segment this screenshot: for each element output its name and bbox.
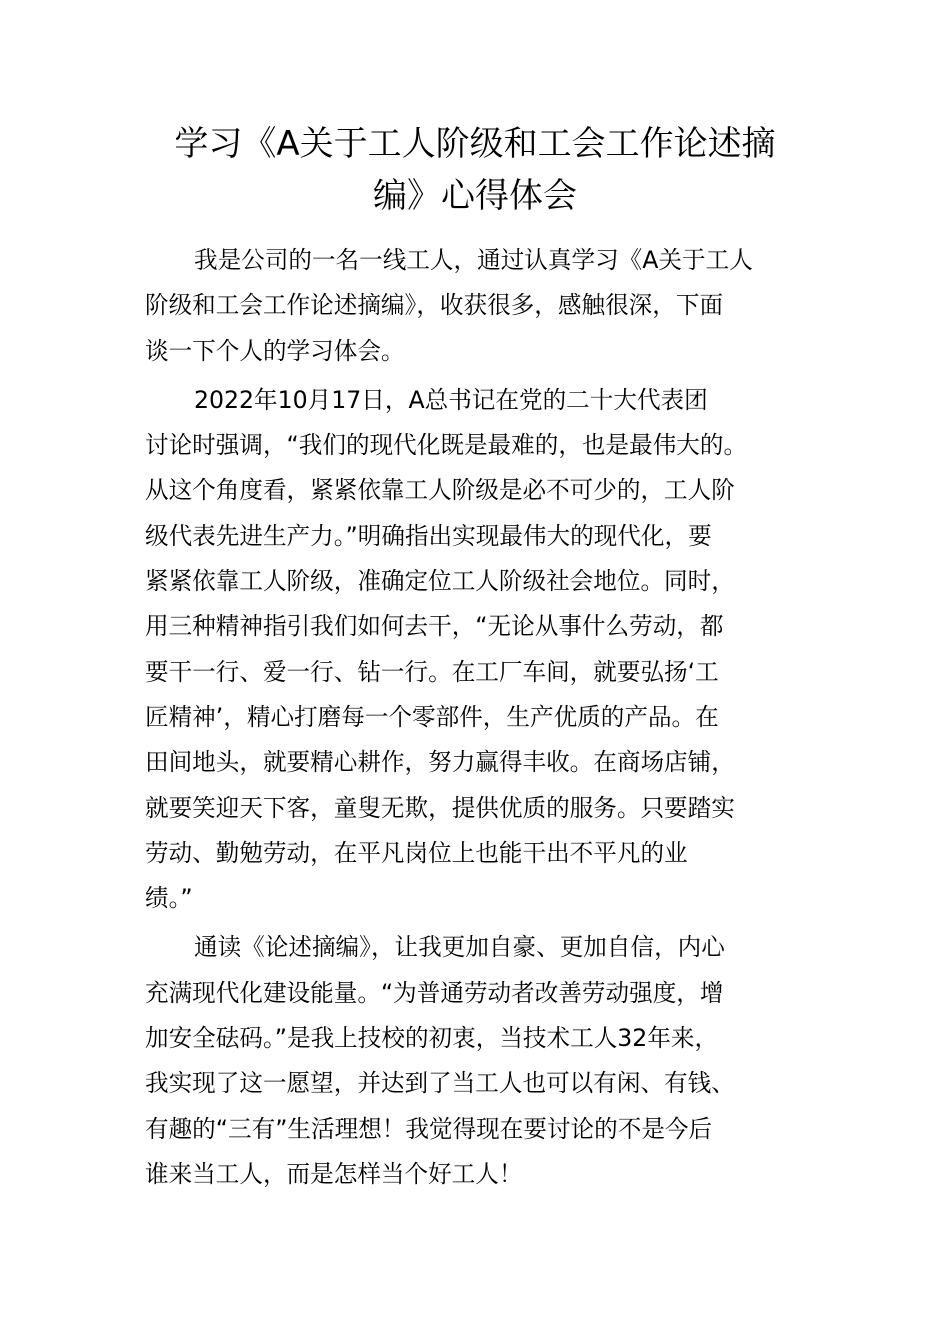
text-line: 级代表先进生产力。”明确指出实现最伟大的现代化，要 <box>145 521 712 550</box>
text-line: 谁来当工人，而是怎样当个好工人！ <box>145 1159 523 1188</box>
paragraph-2 <box>145 378 817 922</box>
text-line: 要干一行、爱一行、钻一行。在工厂车间，就要弘扬‘工 <box>145 657 719 686</box>
text-line: 讨论时强调，“我们的现代化既是最难的，也是最伟大的。 <box>145 431 748 460</box>
text-line: 有趣的“三有”生活理想！我觉得现在要讨论的不是今后 <box>145 1114 713 1143</box>
text-line: 绩。” <box>145 884 193 913</box>
text-line: 阶级和工会工作论述摘编》，收获很多，感触很深，下面 <box>145 291 724 320</box>
paragraph-1 <box>145 238 817 374</box>
text-line: 我是公司的一名一线工人，通过认真学习《A关于工人 <box>194 246 753 274</box>
paragraph-3 <box>145 925 817 1197</box>
text-line: 加安全砝码。”是我上技校的初衷，当技术工人32年来， <box>145 1024 719 1053</box>
text-line: 匠精神’，精心打磨每一个零部件，生产优质的产品。在 <box>145 702 719 731</box>
text-line: 田间地头，就要精心耕作，努力赢得丰收。在商场店铺， <box>145 748 735 777</box>
document-body <box>145 238 817 1201</box>
title-line: 学习《A关于工人阶级和工会工作论述摘 <box>174 124 776 164</box>
text-line: 从这个角度看，紧紧依靠工人阶级是必不可少的，工人阶 <box>145 476 735 505</box>
text-line: 通读《论述摘编》，让我更加自豪、更加自信，内心 <box>194 933 725 962</box>
text-line: 就要笑迎天下客，童叟无欺，提供优质的服务。只要踏实 <box>145 793 735 822</box>
text-line: 谈一下个人的学习体会。 <box>145 336 405 365</box>
title-line: 编》心得体会 <box>373 176 577 216</box>
text-line: 劳动、勤勉劳动，在平凡岗位上也能干出不平凡的业 <box>145 838 688 867</box>
text-line: 紧紧依靠工人阶级，准确定位工人阶级社会地位。同时， <box>145 567 735 596</box>
text-line: 2022年10月17日，A总书记在党的二十大代表团 <box>194 385 708 414</box>
text-line: 用三种精神指引我们如何去干，“无论从事什么劳动，都 <box>145 612 724 641</box>
document-title <box>145 118 805 222</box>
text-line: 充满现代化建设能量。“为普通劳动者改善劳动强度，增 <box>145 978 724 1007</box>
text-line: 我实现了这一愿望，并达到了当工人也可以有闲、有钱、 <box>145 1069 735 1098</box>
